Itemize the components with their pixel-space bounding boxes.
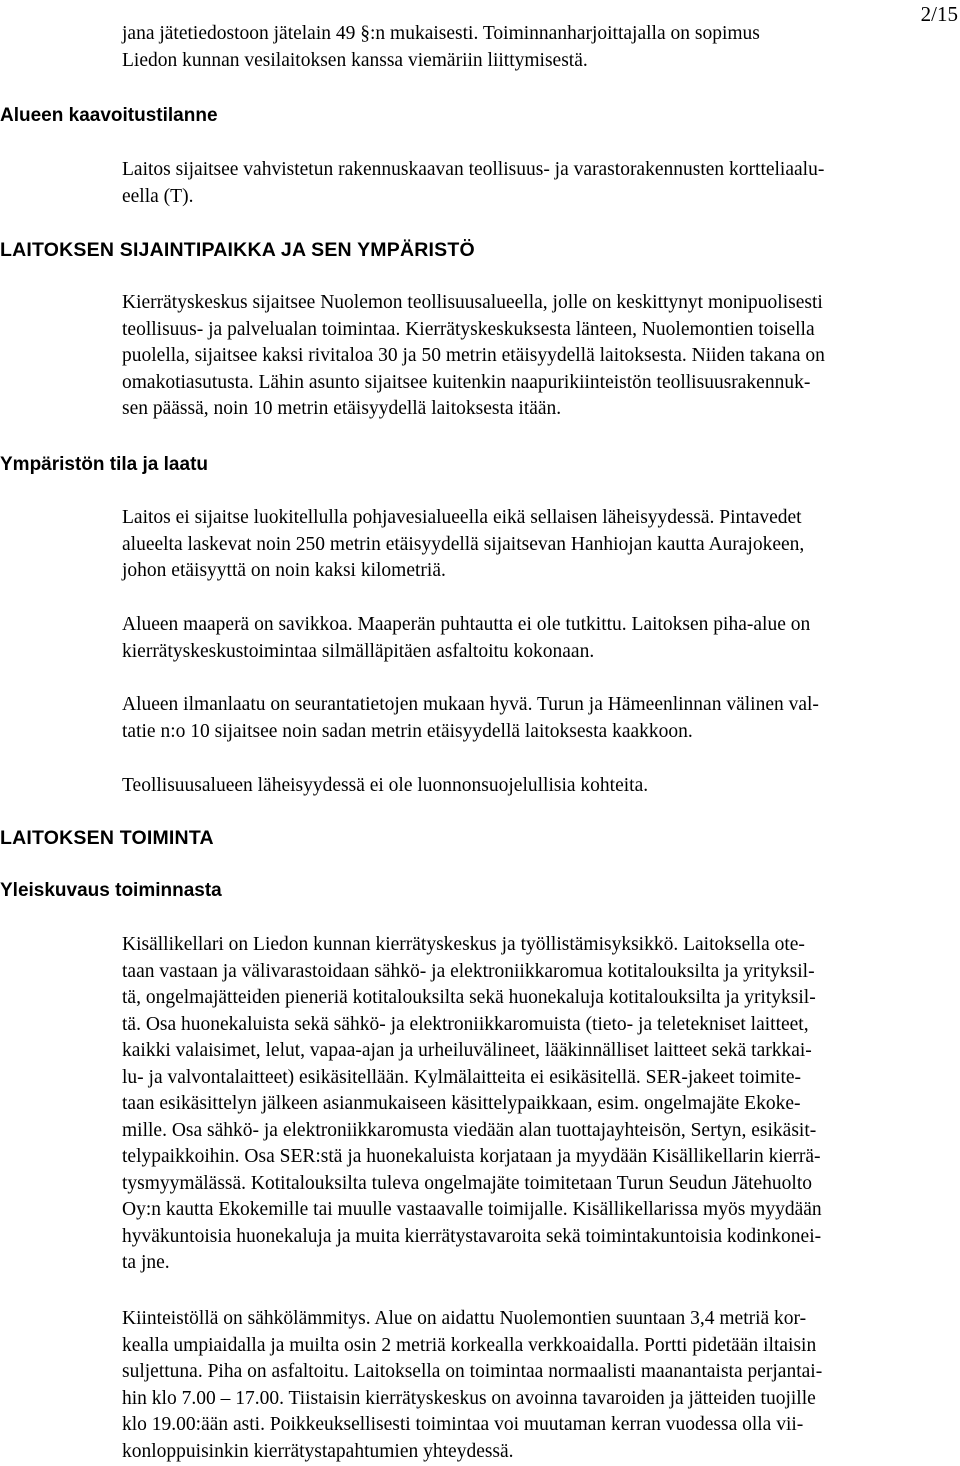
ymparisto-paragraph-2: Alueen maaperä on savikkoa. Maaperän puhtautta ei ole tutkittu. Laitoksen piha-alue on kierrätyskeskustoimintaa silmälläpitäen asfaltoitu kokonaan. <box>122 614 811 662</box>
ymparisto-paragraph-4: Teollisuusalueen läheisyydessä ei ole luonnonsuojelullisia kohteita. <box>122 775 649 796</box>
ymparisto-paragraph-1: Laitos ei sijaitse luokitellulla pohjavesialueella eikä sellaisen läheisyydessä. Pintavedet alueelta laskevat noin 250 metrin etäisyydellä sijaitsevan Hanhiojan kautta Aurajokeen, johon etäisyyttä on noin kaksi kilometriä. <box>122 507 805 581</box>
sijainti-paragraph: Kierrätyskeskus sijaitsee Nuolemon teollisuusalueella, jolle on keskittynyt monipuolisesti teollisuus- ja palvelualan toimintaa. Kierrätyskeskuksesta länteen, Nuolemontien toisella puolella, sijaitsee kaksi rivitaloa 30 ja 50 metrin etäisyydellä laitoksesta. Niiden takana on omakotiasutusta. Lähin asunto sijaitsee kuitenkin naapurikiinteistön teollisuusrakennuk- sen päässä, noin 10 metrin etäisyydellä laitoksesta itään. <box>122 292 825 419</box>
subheading-yleiskuvaus: Yleiskuvaus toiminnasta <box>0 880 222 901</box>
section-heading-kaavoitus: Alueen kaavoitustilanne <box>0 105 218 126</box>
page-number: 2/15 <box>920 2 958 26</box>
ymparisto-paragraph-3: Alueen ilmanlaatu on seurantatietojen mukaan hyvä. Turun ja Hämeenlinnan välinen val- tatie n:o 10 sijaitsee noin sadan metrin etäisyydellä laitoksesta kaakkoon. <box>122 694 819 742</box>
section-heading-toiminta: LAITOKSEN TOIMINTA <box>0 827 214 849</box>
toiminta-paragraph-2: Kiinteistöllä on sähkölämmitys. Alue on aidattu Nuolemontien suuntaan 3,4 metriä kor- kealla umpiaidalla ja muilta osin 2 metriä korkealla verkkoaidalla. Portti pidetään iltaisin suljettuna. Piha on asfaltoitu. Laitoksella on toimintaa normaalisti maanantaista perjantai- hin klo 7.00 – 17.00. Tiistaisin kierrätyskeskus on avoinna tavaroiden ja jätteiden tuojille klo 19.00:ään asti. Poikkeuksellisesti toimintaa voi muutaman kerran vuodessa olla vii- konloppuisinkin kierrätystapahtumien yhteydessä. <box>122 1308 823 1462</box>
section-heading-ymparisto: Ympäristön tila ja laatu <box>0 454 208 475</box>
toiminta-paragraph-1: Kisällikellari on Liedon kunnan kierrätyskeskus ja työllistämisyksikkö. Laitoksella ote- taan vastaan ja välivarastoidaan sähkö- ja elektroniikkaromua kotitalouksilta ja yrityksil- tä, ongelmajätteiden pieneriä kotitalouksilta sekä huonekaluja kotitalouksilta ja yrityksil- tä. Osa huonekaluista sekä sähkö- ja elektroniikkaromuista (tieto- ja teletekniset laitteet, kaikki valaisimet, lelut, vapaa-ajan ja urheiluvälineet, lääkinnälliset laitteet sekä tarkkai- lu- ja valvontalaitteet) esikäsitellään. Kylmälaitteita ei esikäsitellä. SER-jakeet toimite- taan esikäsittelyn jälkeen asianmukaiseen käsittelypaikkaan, esim. ongelmajäte Ekoke- mille. Osa sähkö- ja elektroniikkaromusta viedään alan tuottajayhteisön, Sertyn, esikäsit- telypaikkoihin. Osa SER:stä ja huonekaluista korjataan ja myydään Kisällikellarin kierrä- tysmyymälässä. Kotitalouksilta tuleva ongelmajäte toimitetaan Turun Seudun Jätehuolto Oy:n kautta Ekokemille tai muulle vastaavalle toimijalle. Kisällikellarissa myös myydään hyväkuntoisia huonekaluja ja muita kierrätystavaroita sekä toimintakuntoisia kodinkonei- ta jne. <box>122 934 822 1273</box>
kaavoitus-paragraph: Laitos sijaitsee vahvistetun rakennuskaavan teollisuus- ja varastorakennusten kortteliaalu- eella (T). <box>122 159 825 207</box>
intro-paragraph: jana jätetiedostoon jätelain 49 §:n mukaisesti. Toiminnanharjoittajalla on sopimus Liedon kunnan vesilaitoksen kanssa viemäriin liittymisestä. <box>122 23 760 71</box>
section-heading-sijainti: LAITOKSEN SIJAINTIPAIKKA JA SEN YMPÄRISTÖ <box>0 239 475 261</box>
